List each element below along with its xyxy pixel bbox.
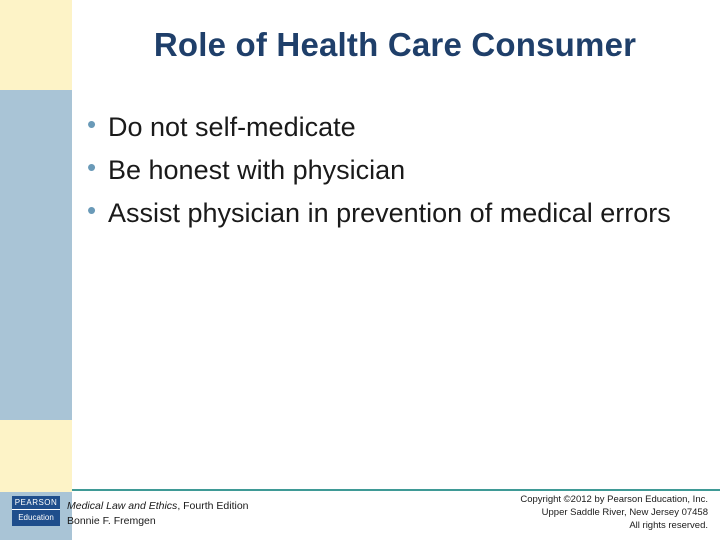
footer-copyright bbox=[448, 493, 708, 532]
logo-top-text: PEARSON bbox=[12, 496, 60, 510]
footer-book-info bbox=[67, 499, 249, 529]
sidebar-top-accent bbox=[0, 0, 72, 90]
copyright-line-3: All rights reserved. bbox=[629, 520, 708, 531]
slide-title: Role of Health Care Consumer bbox=[153, 26, 637, 63]
bullet-item bbox=[84, 192, 704, 235]
bullet-item bbox=[84, 106, 704, 149]
footer-divider bbox=[72, 489, 720, 491]
sidebar-bottom-accent bbox=[0, 420, 72, 492]
bullet-icon: • bbox=[87, 195, 97, 225]
bullet-list bbox=[84, 106, 704, 235]
bullet-item bbox=[84, 149, 704, 192]
copyright-line-1: Copyright ©2012 by Pearson Education, Inc. bbox=[520, 494, 708, 505]
book-title: Medical Law and Ethics bbox=[67, 500, 178, 512]
bullet-text: Be honest with physician bbox=[108, 155, 406, 185]
bullet-icon: • bbox=[87, 152, 97, 182]
book-author: Bonnie F. Fremgen bbox=[67, 515, 156, 527]
bullet-text: Do not self-medicate bbox=[108, 112, 356, 142]
bullet-text: Assist physician in prevention of medical errors bbox=[108, 198, 671, 228]
copyright-line-2: Upper Saddle River, New Jersey 07458 bbox=[541, 507, 708, 518]
pearson-logo bbox=[12, 496, 60, 526]
book-edition: , Fourth Edition bbox=[177, 500, 249, 512]
sidebar-divider bbox=[72, 0, 74, 490]
bullet-icon: • bbox=[87, 109, 97, 139]
book-title-line bbox=[67, 499, 249, 514]
logo-bottom-text: Education bbox=[18, 513, 54, 522]
